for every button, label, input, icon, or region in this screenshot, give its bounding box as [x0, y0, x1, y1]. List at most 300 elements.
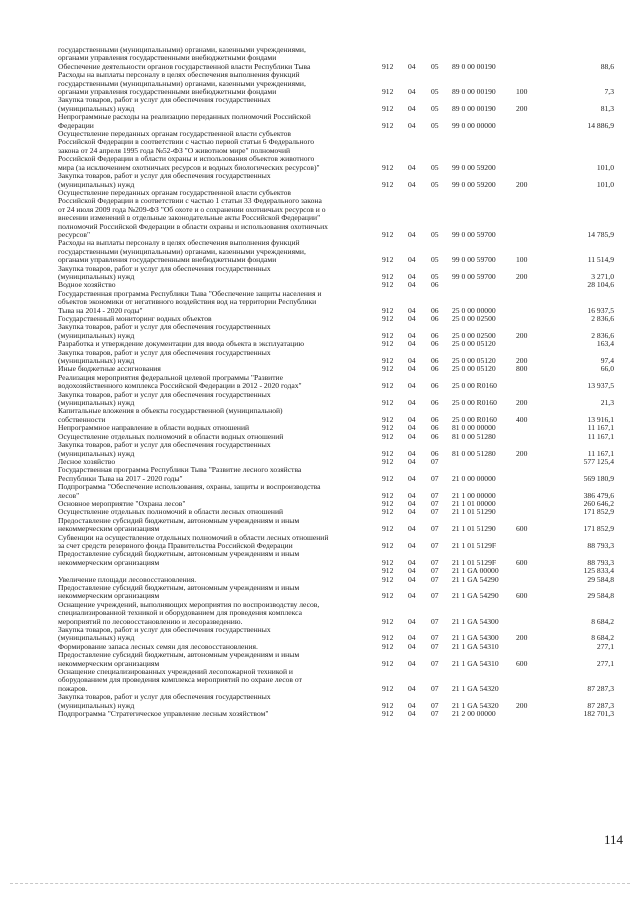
amount: 277,1 [596, 641, 614, 651]
description-line: органами управления государственными внебюджетными фондами [58, 53, 277, 63]
table-row [58, 710, 614, 718]
amount: 101,0 [596, 179, 614, 189]
description-line: Водное хозяйство [58, 280, 116, 290]
description-line: Непрограммное направление в области водных отношений [58, 423, 250, 433]
description-line: Основное мероприятие "Охрана лесов" [58, 498, 186, 508]
table-row [58, 323, 614, 340]
row-description [58, 189, 376, 239]
description-line: Иные бюджетные ассигнования [58, 364, 161, 374]
target-article-code: 21 1 01 51290 [452, 507, 496, 517]
subsection-code: 05 [431, 271, 439, 281]
amount: 171 852,9 [583, 524, 614, 534]
subsection-code: 06 [431, 381, 439, 391]
subsection-code: 07 [431, 658, 439, 668]
section-code: 04 [408, 591, 416, 601]
amount: 88 793,3 [587, 557, 614, 567]
amount: 66,0 [600, 364, 614, 374]
description-line: Реализация мероприятия федеральной целевой программы "Развитие [58, 372, 283, 382]
amount: 8 684,2 [591, 616, 614, 626]
bottom-divider [10, 883, 630, 884]
subsection-code: 07 [431, 641, 439, 651]
target-article-code: 99 0 00 59700 [452, 255, 496, 265]
subsection-code: 06 [431, 364, 439, 374]
target-article-code: 25 0 00 02500 [452, 330, 496, 340]
target-article-code: 81 0 00 51280 [452, 431, 496, 441]
section-code: 04 [408, 229, 416, 239]
section-code: 04 [408, 423, 416, 433]
subsection-code: 06 [431, 414, 439, 424]
description-line: Государственная программа Республики Тыва "Обеспечение защиты населения и [58, 288, 322, 298]
expense-type-code: 600 [516, 658, 528, 668]
section-code: 04 [408, 255, 416, 265]
amount: 29 584,8 [587, 591, 614, 601]
expense-type-code: 200 [516, 330, 528, 340]
ministry-code: 912 [382, 255, 394, 265]
target-article-code: 21 1 GA 54300 [452, 616, 499, 626]
target-article-code: 25 0 00 00000 [452, 305, 496, 315]
row-description [58, 550, 376, 567]
description-line: Подпрограмма "Обеспечение использования, охраны, защиты и воспроизводства [58, 482, 321, 492]
description-line: Разработка и утверждение документации для ввода объекта в эксплуатацию [58, 339, 305, 349]
description-line: органами управления государственными внебюджетными фондами [58, 255, 277, 265]
section-code: 04 [408, 473, 416, 483]
table-row [58, 290, 614, 315]
subsection-code: 05 [431, 61, 439, 71]
ministry-code: 912 [382, 314, 394, 323]
ministry-code: 912 [382, 683, 394, 693]
description-line: Обеспечение деятельности органов государственной власти Республики Тыва [58, 61, 311, 71]
amount: 29 584,8 [587, 574, 614, 584]
target-article-code: 25 0 00 R0160 [452, 414, 497, 424]
description-line: Закупка товаров, работ и услуг для обеспечения государственных [58, 95, 271, 105]
description-line: внесении изменений в отдельные законодательные акты Российской Федерации" [58, 213, 321, 223]
amount: 87 287,3 [587, 683, 614, 693]
description-line: собственности [58, 414, 106, 424]
amount: 87 287,3 [587, 700, 614, 710]
description-line: государственными (муниципальными) органами, казенными учреждениями, [58, 78, 306, 88]
ministry-code: 912 [382, 591, 394, 601]
expense-type-code: 600 [516, 591, 528, 601]
row-description [58, 407, 376, 424]
description-line: (муниципальных) нужд [58, 398, 135, 408]
subsection-code: 05 [431, 179, 439, 189]
target-article-code: 99 0 00 59700 [452, 271, 496, 281]
description-line: Государственный мониторинг водных объектов [58, 314, 212, 323]
subsection-code: 06 [431, 448, 439, 458]
target-article-code: 25 0 00 02500 [452, 314, 496, 323]
table-row [58, 391, 614, 408]
table-row [58, 601, 614, 626]
description-line: Лесное хозяйство [58, 456, 116, 466]
row-description [58, 517, 376, 534]
table-row [58, 517, 614, 534]
subsection-code: 07 [431, 473, 439, 483]
row-description [58, 290, 376, 315]
ministry-code: 912 [382, 61, 394, 71]
row-description [58, 239, 376, 264]
budget-table [58, 46, 614, 719]
subsection-code: 07 [431, 683, 439, 693]
description-line: (муниципальных) нужд [58, 356, 135, 366]
section-code: 04 [408, 524, 416, 534]
table-row [58, 239, 614, 264]
subsection-code: 07 [431, 490, 439, 500]
ministry-code: 912 [382, 162, 394, 172]
subsection-code: 07 [431, 566, 439, 576]
amount: 3 271,0 [591, 271, 614, 281]
section-code: 04 [408, 305, 416, 315]
ministry-code: 912 [382, 473, 394, 483]
description-line: пожаров. [58, 683, 88, 693]
description-line: некоммерческим организациям [58, 658, 160, 668]
section-code: 04 [408, 414, 416, 424]
amount: 14 886,9 [587, 120, 614, 130]
subsection-code: 07 [431, 616, 439, 626]
target-article-code: 25 0 00 05120 [452, 364, 496, 374]
row-description [58, 96, 376, 113]
section-code: 04 [408, 356, 416, 366]
section-code: 04 [408, 683, 416, 693]
section-code: 04 [408, 120, 416, 130]
target-article-code: 81 0 00 51280 [452, 448, 496, 458]
section-code: 04 [408, 456, 416, 466]
amount: 14 785,9 [587, 229, 614, 239]
description-line: Субвенции на осуществление отдельных полномочий в области лесных отношений [58, 532, 329, 542]
table-row [58, 349, 614, 366]
section-code: 04 [408, 314, 416, 323]
table-row [58, 584, 614, 601]
target-article-code: 25 0 00 R0160 [452, 398, 497, 408]
row-description [58, 172, 376, 189]
subsection-code: 05 [431, 229, 439, 239]
table-row [58, 534, 614, 551]
subsection-code: 07 [431, 633, 439, 643]
target-article-code: 99 0 00 59700 [452, 229, 496, 239]
ministry-code: 912 [382, 179, 394, 189]
table-row [58, 407, 614, 424]
section-code: 04 [408, 61, 416, 71]
section-code: 04 [408, 162, 416, 172]
ministry-code: 912 [382, 280, 394, 290]
subsection-code: 06 [431, 314, 439, 323]
description-line: Российской Федерации в соответствии с частью первой статьи 6 Федерального [58, 137, 315, 147]
description-line: (муниципальных) нужд [58, 633, 135, 643]
ministry-code: 912 [382, 700, 394, 710]
description-line: Осуществление отдельных полномочий в области лесных отношений [58, 507, 284, 517]
ministry-code: 912 [382, 229, 394, 239]
description-line: Оснащение учреждений, выполняющих мероприятия по воспроизводству лесов, [58, 599, 320, 609]
target-article-code: 21 2 00 00000 [452, 709, 496, 719]
row-description [58, 46, 376, 63]
subsection-code: 07 [431, 540, 439, 550]
row-description [58, 483, 376, 500]
subsection-code: 06 [431, 356, 439, 366]
target-article-code: 21 1 01 51290 [452, 524, 496, 534]
ministry-code: 912 [382, 709, 394, 719]
target-article-code: 21 1 GA 54320 [452, 683, 499, 693]
ministry-code: 912 [382, 120, 394, 130]
expense-type-code: 100 [516, 87, 528, 97]
ministry-code: 912 [382, 540, 394, 550]
section-code: 04 [408, 431, 416, 441]
ministry-code: 912 [382, 339, 394, 349]
target-article-code: 21 0 00 00000 [452, 473, 496, 483]
ministry-code: 912 [382, 490, 394, 500]
description-line: Российской Федерации в области охраны и использования объектов животного [58, 154, 315, 164]
target-article-code: 21 1 01 5129F [452, 557, 497, 567]
subsection-code: 07 [431, 591, 439, 601]
description-line: Закупка товаров, работ и услуг для обеспечения государственных [58, 171, 271, 181]
ministry-code: 912 [382, 641, 394, 651]
description-line: закона от 24 апреля 1995 года №52-ФЗ "О животном мире" полномочий [58, 145, 291, 155]
expense-type-code: 100 [516, 255, 528, 265]
subsection-code: 07 [431, 456, 439, 466]
expense-type-code: 200 [516, 356, 528, 366]
subsection-code: 05 [431, 103, 439, 113]
amount: 7,3 [604, 87, 614, 97]
amount: 28 104,6 [587, 280, 614, 290]
description-line: (муниципальных) нужд [58, 700, 135, 710]
description-line: от 24 июля 2009 года №209-ФЗ "Об охоте и о сохранении охотничьих ресурсов и о [58, 204, 326, 214]
subsection-code: 07 [431, 574, 439, 584]
table-row [58, 466, 614, 483]
description-line: некоммерческим организациям [58, 524, 160, 534]
expense-type-code: 600 [516, 524, 528, 534]
description-line: (муниципальных) нужд [58, 448, 135, 458]
amount: 277,1 [596, 658, 614, 668]
description-line: Закупка товаров, работ и услуг для обеспечения государственных [58, 322, 271, 332]
description-line: Закупка товаров, работ и услуг для обеспечения государственных [58, 263, 271, 273]
target-article-code: 21 1 GA 54300 [452, 633, 499, 643]
description-line: Предоставление субсидий бюджетным, автономным учреждениям и иным [58, 583, 300, 592]
target-article-code: 21 1 GA 54290 [452, 574, 499, 584]
expense-type-code: 200 [516, 179, 528, 189]
target-article-code: 21 1 GA 00000 [452, 566, 499, 576]
target-article-code: 81 0 00 00000 [452, 423, 496, 433]
description-line: Предоставление субсидий бюджетным, автономным учреждениям и иным [58, 650, 300, 660]
description-line: Российской Федерации в соответствии с частью 1 статьи 33 Федерального закона [58, 196, 322, 206]
target-article-code: 99 0 00 59200 [452, 162, 496, 172]
description-line: (муниципальных) нужд [58, 271, 135, 281]
ministry-code: 912 [382, 330, 394, 340]
section-code: 04 [408, 566, 416, 576]
amount: 11 167,1 [587, 431, 614, 441]
section-code: 04 [408, 709, 416, 719]
ministry-code: 912 [382, 431, 394, 441]
description-line: некоммерческим организациям [58, 557, 160, 567]
amount: 11 167,1 [587, 448, 614, 458]
description-line: Государственная программа Республики Тыва "Развитие лесного хозяйства [58, 465, 302, 475]
subsection-code: 05 [431, 162, 439, 172]
amount: 163,4 [596, 339, 614, 349]
subsection-code: 07 [431, 709, 439, 719]
section-code: 04 [408, 87, 416, 97]
target-article-code: 21 1 00 00000 [452, 490, 496, 500]
expense-type-code: 200 [516, 700, 528, 710]
row-description [58, 534, 376, 551]
description-line: Непрограммные расходы на реализацию переданных полномочий Российской [58, 112, 311, 122]
row-description [58, 130, 376, 172]
amount: 171 852,9 [583, 507, 614, 517]
ministry-code: 912 [382, 398, 394, 408]
ministry-code: 912 [382, 557, 394, 567]
table-row [58, 130, 614, 172]
table-row [58, 651, 614, 668]
description-line: Капитальные вложения в объекты государственной (муниципальной) [58, 406, 283, 416]
ministry-code: 912 [382, 616, 394, 626]
expense-type-code: 200 [516, 271, 528, 281]
row-description [58, 323, 376, 340]
ministry-code: 912 [382, 381, 394, 391]
description-line: Расходы на выплаты персоналу в целях обеспечения выполнения функций [58, 238, 300, 248]
subsection-code: 06 [431, 431, 439, 441]
subsection-code: 05 [431, 87, 439, 97]
amount: 97,4 [600, 356, 614, 366]
amount: 13 937,5 [587, 381, 614, 391]
description-line: (муниципальных) нужд [58, 330, 135, 340]
target-article-code: 89 0 00 00190 [452, 61, 496, 71]
row-description [58, 441, 376, 458]
description-line: Подпрограмма "Стратегическое управление лесным хозяйством" [58, 709, 269, 719]
table-row [58, 46, 614, 63]
row-description [58, 710, 376, 718]
amount: 260 646,2 [583, 498, 614, 508]
target-article-code: 21 1 GA 54290 [452, 591, 499, 601]
description-line: (муниципальных) нужд [58, 103, 135, 113]
row-description [58, 265, 376, 282]
amount: 182 701,3 [583, 709, 614, 719]
section-code: 04 [408, 540, 416, 550]
ministry-code: 912 [382, 524, 394, 534]
ministry-code: 912 [382, 507, 394, 517]
description-line: Федерации [58, 120, 94, 130]
row-description [58, 668, 376, 693]
amount: 386 479,6 [583, 490, 614, 500]
section-code: 04 [408, 364, 416, 374]
subsection-code: 07 [431, 557, 439, 567]
section-code: 04 [408, 557, 416, 567]
expense-type-code: 200 [516, 398, 528, 408]
ministry-code: 912 [382, 305, 394, 315]
subsection-code: 07 [431, 498, 439, 508]
target-article-code: 21 1 01 5129F [452, 540, 497, 550]
amount: 125 833,4 [583, 566, 614, 576]
amount: 8 684,2 [591, 633, 614, 643]
section-code: 04 [408, 381, 416, 391]
section-code: 04 [408, 490, 416, 500]
amount: 577 125,4 [583, 456, 614, 466]
ministry-code: 912 [382, 448, 394, 458]
subsection-code: 06 [431, 305, 439, 315]
description-line: Увеличение площади лесовосстановления. [58, 574, 197, 584]
section-code: 04 [408, 498, 416, 508]
section-code: 04 [408, 448, 416, 458]
expense-type-code: 600 [516, 557, 528, 567]
table-row [58, 441, 614, 458]
description-line: специализированной техникой и оборудованием для проведения комплекса [58, 608, 302, 618]
subsection-code: 06 [431, 398, 439, 408]
ministry-code: 912 [382, 103, 394, 113]
description-line: мира (за исключением охотничьих ресурсов и водных биологических ресурсов)" [58, 162, 320, 172]
expense-type-code: 200 [516, 103, 528, 113]
description-line: Тыва на 2014 - 2020 годы" [58, 305, 143, 315]
row-description [58, 651, 376, 668]
target-article-code: 99 0 00 59200 [452, 179, 496, 189]
section-code: 04 [408, 507, 416, 517]
ministry-code: 912 [382, 414, 394, 424]
target-article-code: 25 0 00 R0160 [452, 381, 497, 391]
expense-type-code: 400 [516, 414, 528, 424]
table-row [58, 626, 614, 643]
amount: 21,3 [600, 398, 614, 408]
description-line: Закупка товаров, работ и услуг для обеспечения государственных [58, 625, 271, 635]
subsection-code: 06 [431, 280, 439, 290]
description-line: Республики Тыва на 2017 - 2020 годы" [58, 473, 183, 483]
row-description [58, 391, 376, 408]
row-description [58, 374, 376, 391]
ministry-code: 912 [382, 271, 394, 281]
row-description [58, 349, 376, 366]
section-code: 04 [408, 271, 416, 281]
ministry-code: 912 [382, 574, 394, 584]
description-line: Предоставление субсидий бюджетным, автономным учреждениям и иным [58, 515, 300, 525]
target-article-code: 21 1 01 00000 [452, 498, 496, 508]
description-line: ресурсов" [58, 229, 91, 239]
target-article-code: 21 1 GA 54310 [452, 658, 499, 668]
subsection-code: 07 [431, 524, 439, 534]
section-code: 04 [408, 179, 416, 189]
amount: 16 937,5 [587, 305, 614, 315]
table-row [58, 96, 614, 113]
description-line: лесов" [58, 490, 80, 500]
amount: 13 916,1 [587, 414, 614, 424]
description-line: мероприятий по лесовосстановлению и лесоразведению. [58, 616, 243, 626]
ministry-code: 912 [382, 87, 394, 97]
table-row [58, 668, 614, 693]
description-line: Осуществление переданных органам государственной власти субъектов [58, 187, 292, 197]
amount: 11 167,1 [587, 423, 614, 433]
row-description [58, 584, 376, 601]
table-row [58, 374, 614, 391]
section-code: 04 [408, 700, 416, 710]
description-line: Закупка товаров, работ и услуг для обеспечения государственных [58, 692, 271, 702]
description-line: некоммерческим организациям [58, 591, 160, 601]
amount: 88 793,3 [587, 540, 614, 550]
ministry-code: 912 [382, 364, 394, 374]
row-description [58, 113, 376, 130]
target-article-code: 21 1 GA 54310 [452, 641, 499, 651]
expense-type-code: 200 [516, 448, 528, 458]
table-row [58, 265, 614, 282]
target-article-code: 25 0 00 05120 [452, 339, 496, 349]
amount: 2 836,6 [591, 314, 614, 323]
description-line: Расходы на выплаты персоналу в целях обеспечения выполнения функций [58, 70, 300, 80]
section-code: 04 [408, 633, 416, 643]
amount: 88,6 [600, 61, 614, 71]
target-article-code: 89 0 00 00190 [452, 87, 496, 97]
page-number: 114 [604, 832, 624, 847]
target-article-code: 25 0 00 05120 [452, 356, 496, 366]
section-code: 04 [408, 339, 416, 349]
row-description [58, 71, 376, 96]
section-code: 04 [408, 103, 416, 113]
amount: 11 514,9 [587, 255, 614, 265]
ministry-code: 912 [382, 658, 394, 668]
section-code: 04 [408, 398, 416, 408]
section-code: 04 [408, 616, 416, 626]
description-line: водохозяйственного комплекса Российской Федерации в 2012 - 2020 годах" [58, 381, 302, 391]
description-line: за счет средств резервного фонда Правительства Российской Федерации [58, 540, 293, 550]
